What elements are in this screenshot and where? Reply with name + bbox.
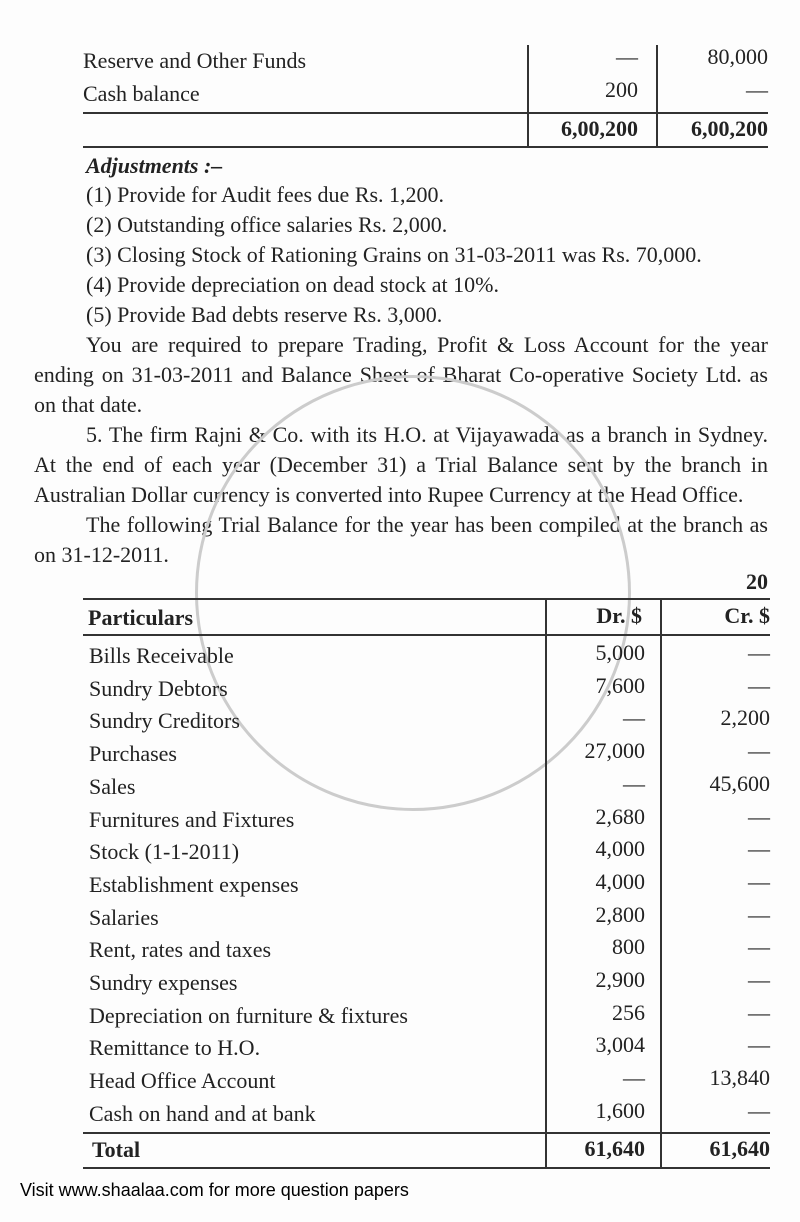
row-cr: — bbox=[748, 901, 770, 927]
row-cr: — bbox=[748, 672, 770, 698]
row-particular: Sundry Debtors bbox=[89, 675, 228, 701]
column-divider bbox=[545, 598, 547, 1168]
row-dr: 1,600 bbox=[595, 1097, 645, 1123]
row-cr: — bbox=[748, 803, 770, 829]
row-dr: — bbox=[616, 44, 638, 69]
row-particular: Purchases bbox=[89, 741, 177, 767]
header-dr: Dr. $ bbox=[596, 603, 642, 628]
top-total-dr: 6,00,200 bbox=[561, 116, 638, 141]
paragraph: (5) Provide Bad debts reserve Rs. 3,000. bbox=[86, 302, 443, 327]
row-dr: 5,000 bbox=[595, 640, 645, 665]
row-cr: — bbox=[748, 738, 770, 764]
row-cr: — bbox=[748, 999, 770, 1025]
question-text bbox=[34, 180, 768, 570]
row-dr: 2,900 bbox=[595, 967, 645, 992]
column-divider bbox=[656, 45, 658, 147]
row-particular: Depreciation on furniture & fixtures bbox=[89, 1002, 408, 1028]
marks: 20 bbox=[746, 569, 768, 594]
row-dr: 7,600 bbox=[595, 672, 645, 698]
paragraph: (2) Outstanding office salaries Rs. 2,000. bbox=[86, 212, 448, 237]
row-dr: 200 bbox=[605, 77, 638, 102]
top-table bbox=[0, 0, 800, 152]
row-dr: 800 bbox=[612, 934, 645, 960]
row-dr: 2,680 bbox=[595, 803, 645, 829]
paragraph: 5. The firm Rajni & Co. with its H.O. at Vijayawada as a branch in Sydney. At the end of each year (December 31) a Trial Balance sent by the branch in Australian Dollar currency is converted into Rupee Currency at the Head Office. bbox=[34, 422, 768, 507]
row-particular: Salaries bbox=[89, 904, 159, 930]
row-particular: Stock (1-1-2011) bbox=[89, 839, 240, 865]
row-particular: Establishment expenses bbox=[89, 871, 299, 897]
header-cr: Cr. $ bbox=[724, 603, 770, 628]
paragraph: (1) Provide for Audit fees due Rs. 1,200. bbox=[86, 182, 445, 207]
adjustments-heading: Adjustments :– bbox=[86, 153, 223, 178]
row-cr: — bbox=[748, 967, 770, 992]
row-cr: — bbox=[748, 1032, 770, 1058]
row-dr: 4,000 bbox=[595, 836, 645, 862]
row-cr: 80,000 bbox=[707, 44, 768, 69]
row-particular: Bills Receivable bbox=[89, 643, 234, 668]
row-cr: — bbox=[748, 836, 770, 862]
row-dr: — bbox=[623, 705, 645, 731]
row-particular: Head Office Account bbox=[89, 1068, 276, 1094]
row-cr: 13,840 bbox=[709, 1065, 770, 1091]
row-dr: 27,000 bbox=[584, 738, 645, 764]
row-particular: Cash on hand and at bank bbox=[89, 1100, 316, 1126]
top-total-cr: 6,00,200 bbox=[691, 116, 768, 141]
paragraph: The following Trial Balance for the year has been compiled at the branch as on 31-12-2011. bbox=[34, 512, 768, 567]
row-cr: — bbox=[748, 1097, 770, 1123]
row-cr: 2,200 bbox=[720, 705, 770, 731]
paragraph: (4) Provide depreciation on dead stock at 10%. bbox=[86, 272, 499, 297]
row-dr: — bbox=[623, 770, 645, 796]
row-cr: — bbox=[748, 640, 770, 665]
row-particular: Sundry expenses bbox=[89, 970, 238, 995]
row-dr: — bbox=[623, 1065, 645, 1091]
row-particular: Furnitures and Fixtures bbox=[89, 806, 295, 832]
row-dr: 2,800 bbox=[595, 901, 645, 927]
row-cr: — bbox=[748, 868, 770, 894]
row-particular: Sales bbox=[89, 773, 136, 799]
row-particular: Sundry Creditors bbox=[89, 708, 240, 734]
row-particular: Reserve and Other Funds bbox=[83, 48, 307, 73]
paragraph: (3) Closing Stock of Rationing Grains on 31-03-2011 was Rs. 70,000. bbox=[86, 242, 702, 267]
trial-balance-table bbox=[0, 598, 800, 1174]
row-particular: Rent, rates and taxes bbox=[89, 937, 272, 963]
paragraph: You are required to prepare Trading, Profit & Loss Account for the year ending on 31-03-2011 and Balance Sheet of Bharat Co-operative Society Ltd. as on that date. bbox=[34, 332, 768, 417]
rule bbox=[83, 598, 770, 600]
footer-link[interactable]: Visit www.shaalaa.com for more question papers bbox=[20, 1180, 409, 1200]
row-particular: Remittance to H.O. bbox=[89, 1035, 261, 1061]
column-divider bbox=[660, 598, 662, 1168]
rule bbox=[83, 1132, 770, 1134]
row-particular: Cash balance bbox=[83, 81, 200, 106]
total-label: Total bbox=[92, 1137, 141, 1162]
column-divider bbox=[527, 45, 529, 147]
row-cr: 45,600 bbox=[709, 770, 770, 796]
row-cr: — bbox=[746, 77, 768, 102]
row-cr: — bbox=[748, 934, 770, 960]
header-particulars: Particulars bbox=[88, 605, 194, 630]
row-dr: 256 bbox=[612, 999, 645, 1025]
rule bbox=[83, 146, 768, 148]
rule bbox=[83, 1167, 770, 1169]
row-dr: 4,000 bbox=[595, 868, 645, 894]
total-dr: 61,640 bbox=[584, 1136, 645, 1161]
rule bbox=[83, 112, 768, 114]
rule bbox=[83, 634, 770, 636]
total-cr: 61,640 bbox=[709, 1136, 770, 1161]
row-dr: 3,004 bbox=[595, 1032, 645, 1058]
